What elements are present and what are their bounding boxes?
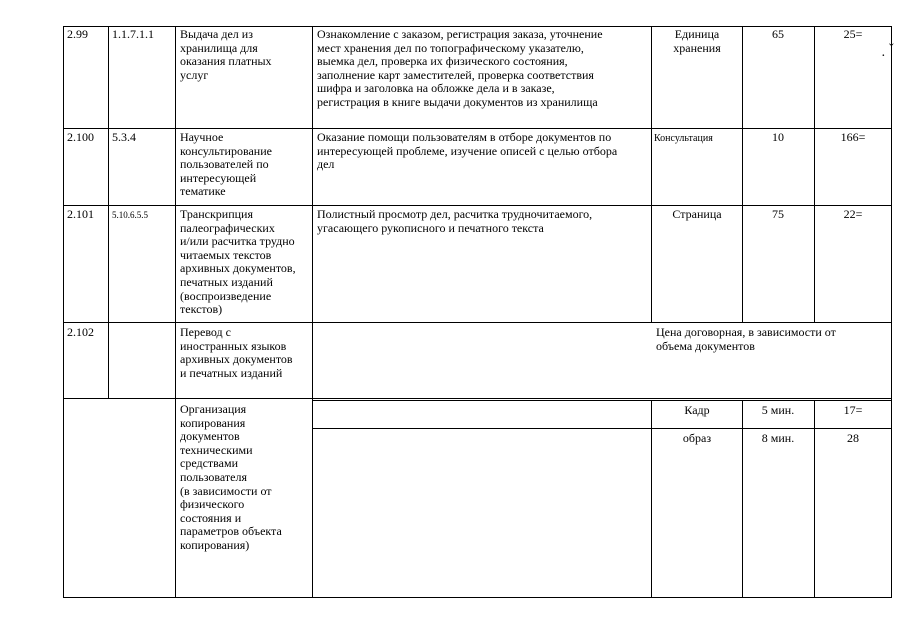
border-col1 — [108, 26, 109, 398]
row-price: 22= — [843, 207, 863, 221]
row-price: 166= — [840, 130, 866, 144]
border-col4b — [651, 400, 652, 598]
subrow-norm: 5 мин. — [761, 403, 795, 417]
border-col3 — [312, 26, 313, 598]
row-name: Транскрипция палеографических и/или расчитка трудно читаемых текстов архивных документов, печатных изданий (воспроизведение текстов) — [180, 207, 296, 317]
row-number: 2.99 — [67, 27, 88, 41]
border-sub — [312, 428, 892, 429]
row-number: 2.102 — [67, 325, 94, 339]
border-r1 — [63, 128, 892, 129]
row-norm: 65 — [772, 27, 784, 41]
row-code: 1.1.7.1.1 — [112, 27, 154, 41]
row-unit: Единица хранения — [673, 27, 721, 55]
row-unit: Страница — [672, 207, 722, 221]
border-r2 — [63, 205, 892, 206]
border-r4b — [312, 400, 892, 401]
row-name: Перевод с иностранных языков архивных документов и печатных изданий — [180, 325, 293, 380]
border-col5b — [742, 400, 743, 598]
row-number: 2.101 — [67, 207, 94, 221]
row-name: Научное консультирование пользователей по интересующей тематике — [180, 130, 272, 199]
border-right — [891, 26, 892, 598]
row-description: Полистный просмотр дел, расчитка трудночитаемого, угасающего рукописного и печатного текста — [317, 207, 593, 235]
row-description: Ознакомление с заказом, регистрация заказа, уточнение мест хранения дел по топографическому указателю, выемка дел, проверка их физического состояния, заполнение карт заместителей, проверка соответствия шифра и заголовка на обложке дела и в заказе, регистрация в книге выдачи документов из хранилища — [317, 27, 603, 109]
row-name: Организация копирования документов техническими средствами пользователя (в зависимости от физического состояния и параметров объекта копирования) — [180, 402, 282, 552]
border-r4 — [63, 398, 892, 399]
row-norm: 10 — [772, 130, 784, 144]
row-name: Выдача дел из хранилища для оказания платных услуг — [180, 27, 272, 82]
scan-mark-tick: ˇ — [889, 42, 894, 57]
row-unit: Консультация — [654, 133, 713, 144]
negotiated-price-note: Цена договорная, в зависимости от объема документов — [656, 325, 836, 353]
subrow-norm: 8 мин. — [761, 431, 795, 445]
subrow-unit: Кадр — [684, 403, 710, 417]
border-col2 — [175, 26, 176, 598]
row-number: 2.100 — [67, 130, 94, 144]
subrow-unit: образ — [682, 431, 712, 445]
border-col4a — [651, 26, 652, 322]
border-col6a — [814, 26, 815, 322]
row-price: 25= — [843, 27, 863, 41]
border-col5a — [742, 26, 743, 322]
row-code: 5.10.6.5.5 — [112, 210, 148, 220]
border-left — [63, 26, 64, 598]
border-col6b — [814, 400, 815, 598]
subrow-price: 28 — [847, 431, 859, 445]
border-bottom — [63, 597, 892, 598]
row-norm: 75 — [772, 207, 784, 221]
row-code: 5.3.4 — [112, 130, 136, 144]
border-r3 — [63, 322, 892, 323]
scan-mark-dot: · — [881, 49, 886, 64]
subrow-price: 17= — [843, 403, 863, 417]
row-description: Оказание помощи пользователям в отборе документов по интересующей проблеме, изучение описей с целью отбора дел — [317, 130, 618, 172]
